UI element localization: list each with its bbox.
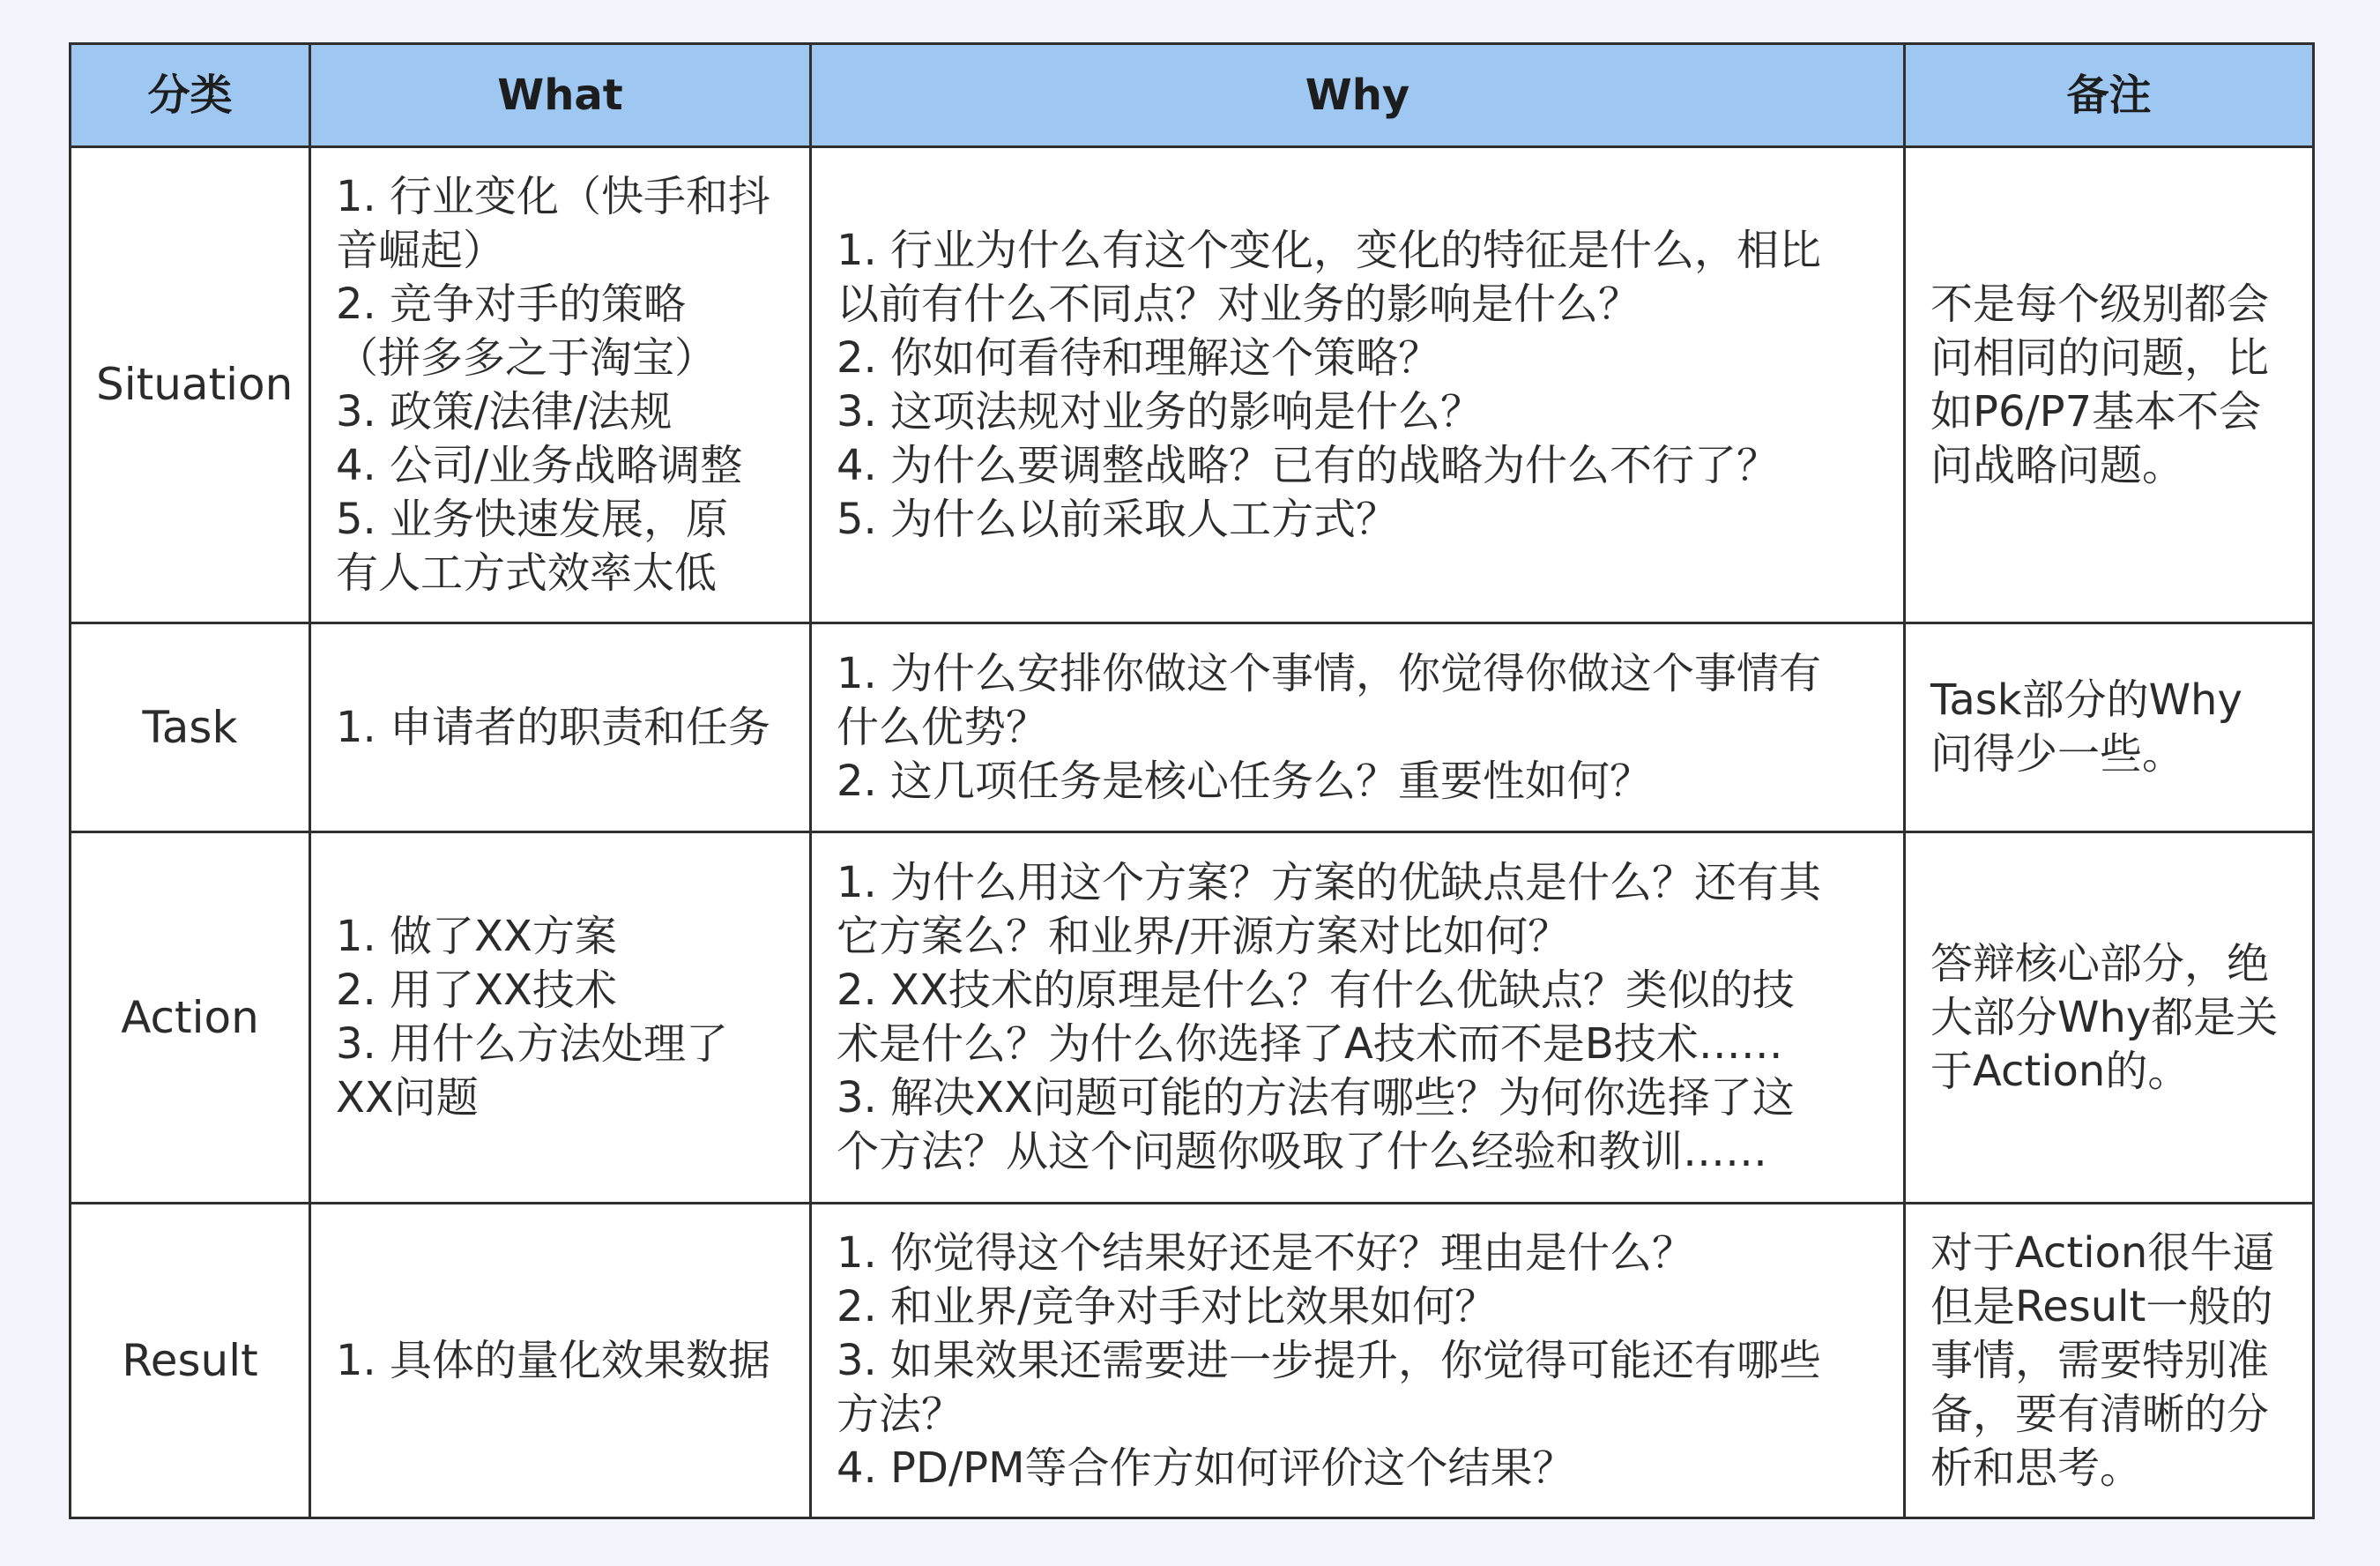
what-cell — [310, 832, 811, 1204]
note-line: Task部分的Why — [1930, 675, 2242, 725]
note-line: 备，要有清晰的分 — [1930, 1389, 2270, 1439]
table-row-action — [71, 832, 2314, 1204]
why-line: 以前有什么不同点？对业务的影响是什么？ — [837, 279, 1641, 329]
why-line: 2. XX技术的原理是什么？有什么优缺点？类似的技 — [837, 966, 1795, 1015]
header-category: 分类 — [71, 44, 310, 147]
header-what: What — [310, 44, 811, 147]
what-line: 3. 政策/法律/法规 — [336, 386, 673, 436]
star-table-container — [69, 42, 2312, 1519]
note-line: 大部分Why都是关 — [1930, 992, 2279, 1042]
why-line: 2. 这几项任务是核心任务么？重要性如何？ — [837, 756, 1653, 806]
what-line: 1. 行业变化（快手和抖 — [336, 171, 771, 221]
note-line: 但是Result一般的 — [1930, 1281, 2273, 1331]
note-line: 如P6/P7基本不会 — [1930, 386, 2262, 436]
why-line: 4. 为什么要调整战略？已有的战略为什么不行了？ — [837, 440, 1780, 490]
category-cell: Task — [71, 623, 310, 832]
what-line: 有人工方式效率太低 — [336, 548, 718, 598]
what-line: 1. 做了XX方案 — [336, 912, 617, 961]
why-line: 它方案么？和业界/开源方案对比如何？ — [837, 912, 1571, 961]
why-line: 1. 为什么安排你做这个事情，你觉得你做这个事情有 — [837, 648, 1822, 698]
why-cell — [811, 832, 1905, 1204]
header-note: 备注 — [1905, 44, 2314, 147]
why-line: 1. 你觉得这个结果好还是不好？理由是什么？ — [837, 1227, 1695, 1278]
why-line: 1. 为什么用这个方案？方案的优缺点是什么？还有其 — [837, 858, 1822, 907]
why-line: 3. 解决XX问题可能的方法有哪些？为何你选择了这 — [837, 1073, 1795, 1122]
star-table — [69, 42, 2315, 1519]
what-line: 音崛起） — [336, 225, 506, 275]
note-line: 事情，需要特别准 — [1930, 1335, 2270, 1385]
what-line: 5. 业务快速发展，原 — [336, 494, 729, 544]
why-line: 个方法？从这个问题你吸取了什么经验和教训…… — [837, 1127, 1768, 1176]
note-line: 析和思考。 — [1930, 1443, 2143, 1493]
why-cell — [811, 147, 1905, 623]
what-line: 1. 申请者的职责和任务 — [336, 702, 771, 752]
note-line: 问相同的问题，比 — [1930, 332, 2270, 383]
category-cell: Result — [71, 1204, 310, 1518]
category-cell: Action — [71, 832, 310, 1204]
header-row — [71, 44, 2314, 147]
what-line: 2. 用了XX技术 — [336, 966, 617, 1015]
what-line: 1. 具体的量化效果数据 — [336, 1335, 771, 1385]
what-cell — [310, 147, 811, 623]
why-line: 方法？ — [837, 1389, 964, 1439]
why-line: 2. 你如何看待和理解这个策略？ — [837, 332, 1441, 383]
note-cell — [1905, 832, 2314, 1204]
note-line: 问战略问题。 — [1930, 440, 2185, 490]
what-line: 4. 公司/业务战略调整 — [336, 440, 743, 490]
table-row-task — [71, 623, 2314, 832]
why-line: 1. 行业为什么有这个变化，变化的特征是什么，相比 — [837, 225, 1822, 275]
note-line: 于Action的。 — [1930, 1046, 2190, 1096]
note-cell — [1905, 1204, 2314, 1518]
why-line: 5. 为什么以前采取人工方式？ — [837, 494, 1399, 544]
why-cell — [811, 1204, 1905, 1518]
note-line: 答辩核心部分，绝 — [1930, 938, 2270, 988]
why-line: 4. PD/PM等合作方如何评价这个结果？ — [837, 1443, 1575, 1493]
note-line: 问得少一些。 — [1930, 729, 2185, 779]
note-cell — [1905, 147, 2314, 623]
why-line: 3. 如果效果还需要进一步提升，你觉得可能还有哪些 — [837, 1335, 1822, 1385]
what-cell — [310, 623, 811, 832]
table-row-situation — [71, 147, 2314, 623]
what-line: （拼多多之于淘宝） — [336, 332, 718, 383]
what-line: XX问题 — [336, 1073, 479, 1122]
why-line: 什么优势？ — [837, 702, 1049, 752]
why-line: 术是什么？为什么你选择了A技术而不是B技术…… — [837, 1019, 1783, 1069]
note-line: 对于Action很牛逼 — [1930, 1227, 2275, 1278]
category-cell: Situation — [71, 147, 310, 623]
what-cell — [310, 1204, 811, 1518]
header-why: Why — [811, 44, 1905, 147]
why-line: 2. 和业界/竞争对手对比效果如何？ — [837, 1281, 1498, 1331]
what-line: 2. 竞争对手的策略 — [336, 279, 687, 329]
what-line: 3. 用什么方法处理了 — [336, 1019, 729, 1069]
table-row-result — [71, 1204, 2314, 1518]
why-cell — [811, 623, 1905, 832]
why-line: 3. 这项法规对业务的影响是什么？ — [837, 386, 1484, 436]
note-line: 不是每个级别都会 — [1930, 279, 2270, 329]
note-cell — [1905, 623, 2314, 832]
